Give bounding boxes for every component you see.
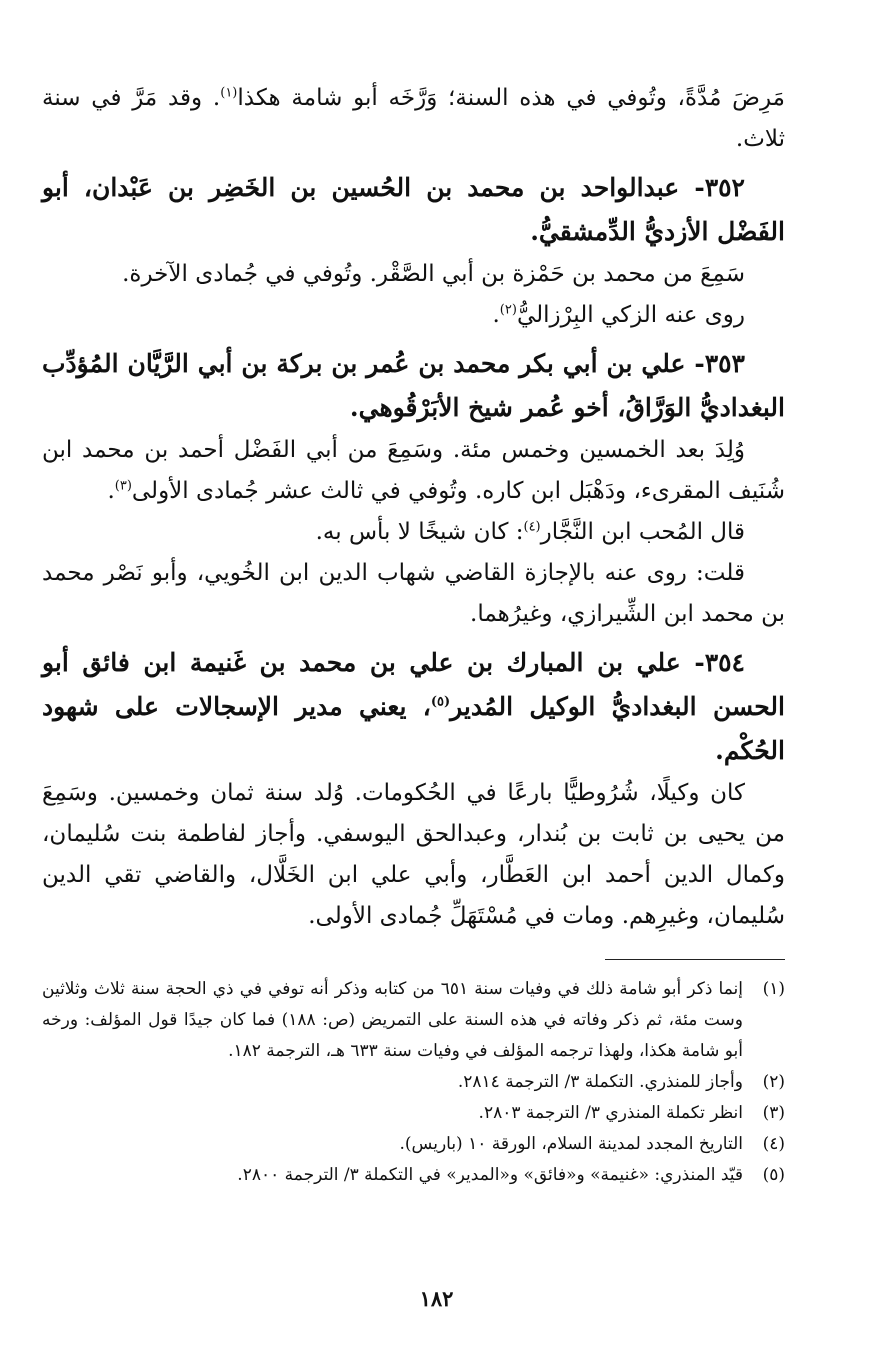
- footnote-text: إنما ذكر أبو شامة ذلك في وفيات سنة ٦٥١ من كتابه وذكر أنه توفي في ذي الحجة سنة ثلاث وثلاثين وست مئة، ثم ذكر وفاته في هذه السنة على التمريض (ص: ١٨٨) فما كان جيدًا قول المؤلف: ورخه أبو شامة هكذا، ولهذا ترجمه المؤلف في وفيات سنة ٦٣٣ هـ، الترجمة ١٨٢.: [42, 979, 743, 1061]
- footnote-text: قيّد المنذري: «غنيمة» و«فائق» و«المدير» في التكملة ٣/ الترجمة ٢٨٠٠.: [237, 1165, 743, 1185]
- entry-354-paragraph-1: كان وكيلًا، شُرُوطيًّا بارعًا في الحُكومات. وُلد سنة ثمان وخمسين. وسَمِعَ من يحيى بن ثابت بن بُندار، وعبدالحق اليوسفي. وأجاز لفاطمة بنت سُليمان، وكمال الدين أحمد ابن العَطَّار، وأبي علي ابن الخَلَّال، والقاضي تقي الدين سُليمان، وغيرِهم. ومات في مُسْتَهَلِّ جُمادى الأولى.: [42, 780, 785, 929]
- main-text: [42, 78, 785, 937]
- entry-352-heading: ٣٥٢- عبدالواحد بن محمد بن الحُسين بن الخَضِر بن عَبْدان، أبو الفَضْل الأزديُّ الدِّمشقيُّ.: [42, 173, 785, 246]
- footnote-text: التاريخ المجدد لمدينة السلام، الورقة ١٠ (باريس).: [399, 1134, 743, 1154]
- entry-353-heading: ٣٥٣- علي بن أبي بكر محمد بن عُمر بن بركة بن أبي الرَّيَّان المُؤدِّب البغداديُّ الوَرَّاقُ، أخو عُمر شيخ الأبَرْقُوهي.: [42, 349, 785, 422]
- entry-353-paragraph-1: وُلِدَ بعد الخمسين وخمس مئة. وسَمِعَ من أبي الفَضْل أحمد بن محمد ابن شُنَيف المقرىء، ودَهْبَل ابن كاره. وتُوفي في ثالث عشر جُمادى الأولى$^{(٣)}$.: [42, 437, 785, 504]
- footnote-number: (٣): [762, 1103, 785, 1123]
- footnote-5: [42, 1160, 785, 1191]
- entry-354-heading: ٣٥٤- علي بن المبارك بن علي بن محمد بن غَنيمة ابن فائق أبو الحسن البغداديُّ الوكيل المُدير$^{(٥)}$، يعني مدير الإسجالات على شهود الحُكْم.: [42, 648, 785, 765]
- footnote-4: [42, 1129, 785, 1160]
- continuation-paragraph: مَرِضَ مُدَّةً، وتُوفي في هذه السنة؛ وَرَّخَه أبو شامة هكذا$^{(١)}$. وقد مَرَّ في سنة ثلاث.: [42, 85, 785, 152]
- footnote-ref-3[interactable]: (٣): [114, 478, 132, 494]
- footnote-2: [42, 1067, 785, 1098]
- footnote-number: (٥): [762, 1165, 785, 1185]
- footnote-number: (٤): [762, 1134, 785, 1154]
- footnote-1: [42, 974, 785, 1067]
- footnote-text: وأجاز للمنذري. التكملة ٣/ الترجمة ٢٨١٤.: [457, 1072, 743, 1092]
- footnote-number: (٢): [762, 1072, 785, 1092]
- entry-352-paragraph-2: روى عنه الزكي البِرْزاليُّ$^{(٢)}$.: [492, 302, 745, 328]
- page-number: ١٨٢: [419, 1286, 454, 1311]
- footnote-ref-1[interactable]: (١): [220, 85, 238, 101]
- footnote-3: [42, 1098, 785, 1129]
- footnote-divider: [605, 959, 785, 960]
- footnotes: [42, 974, 785, 1191]
- footnote-number: (١): [762, 979, 785, 999]
- footnote-ref-5[interactable]: (٥): [430, 694, 451, 710]
- entry-353-paragraph-3: قلت: روى عنه بالإجازة القاضي شهاب الدين ابن الخُويي، وأبو نَصْر محمد بن محمد ابن الشِّيرازي، وغيرُهما.: [42, 560, 785, 627]
- entry-353-paragraph-2: قال المُحب ابن النَّجَّار$^{(٤)}$: كان شيخًا لا بأس به.: [315, 519, 745, 545]
- entry-352-paragraph-1: سَمِعَ من محمد بن حَمْزة بن أبي الصَّقْر. وتُوفي في جُمادى الآخرة.: [122, 261, 745, 287]
- footnote-ref-2[interactable]: (٢): [499, 302, 517, 318]
- footnote-text: انظر تكملة المنذري ٣/ الترجمة ٢٨٠٣.: [478, 1103, 743, 1123]
- footnote-ref-4[interactable]: (٤): [523, 519, 541, 535]
